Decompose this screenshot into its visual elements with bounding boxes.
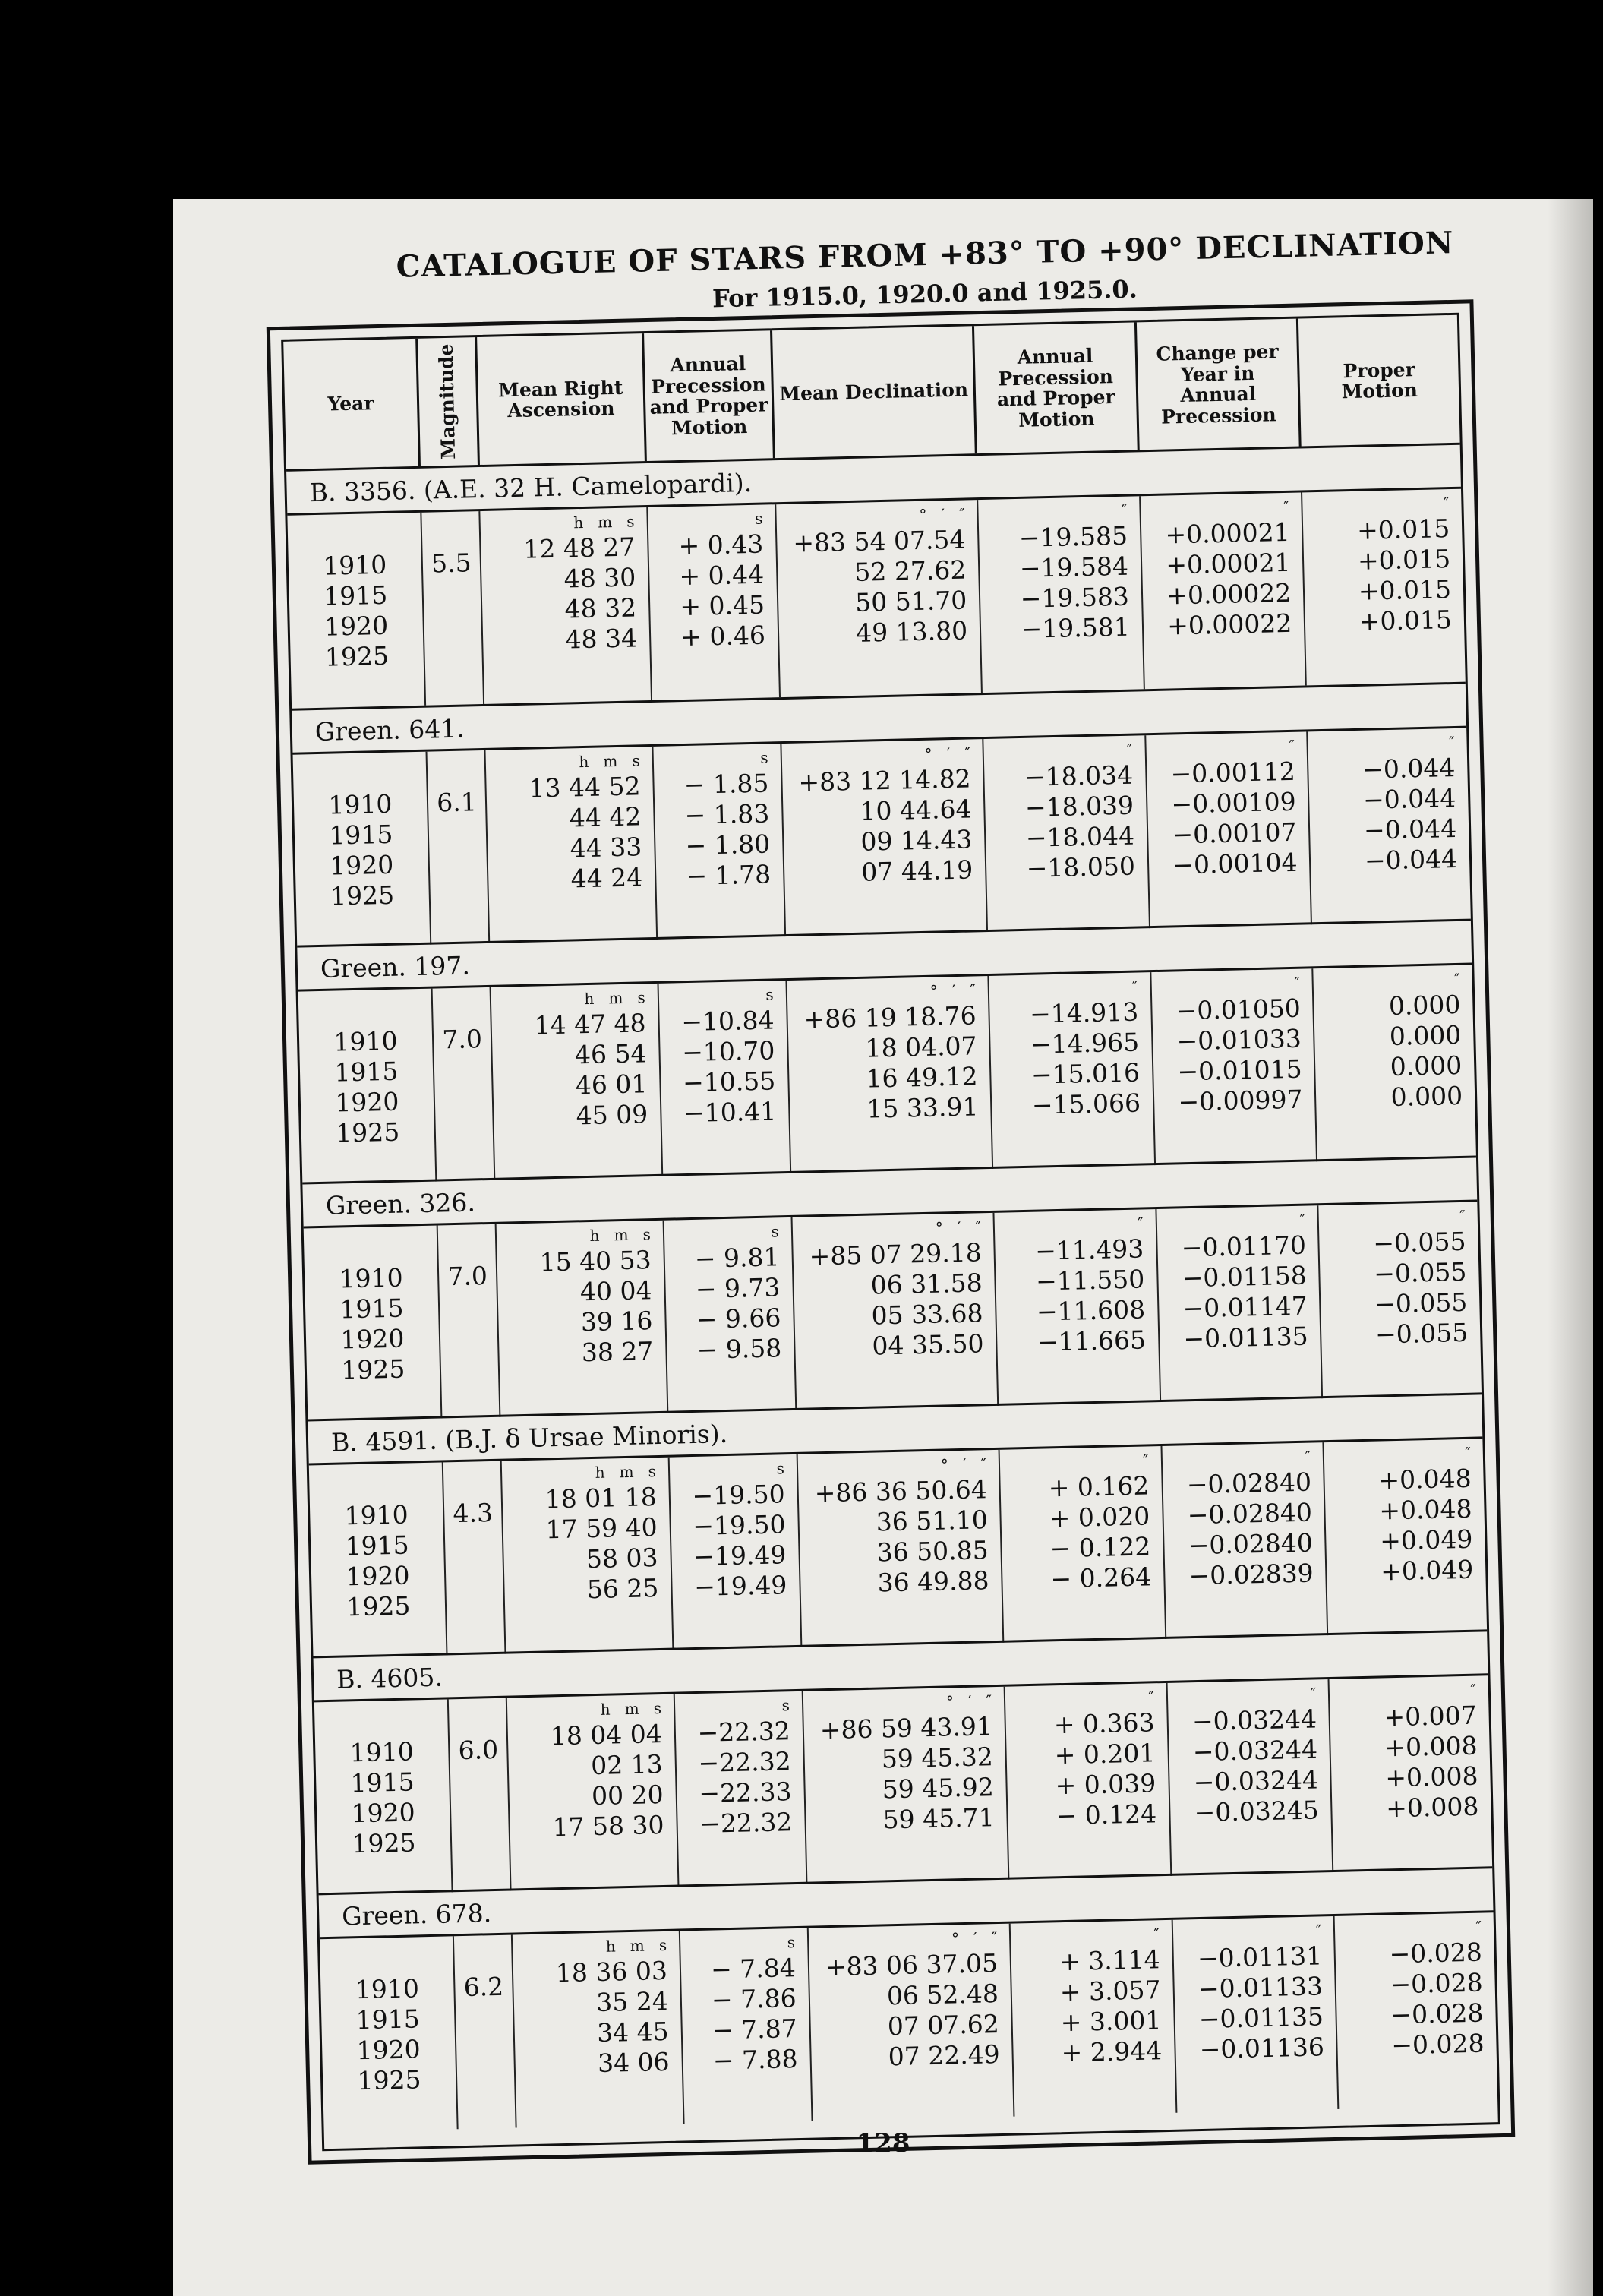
table-header: [283, 315, 1459, 472]
change-cell: ″ −0.02840 −0.02840 −0.02840 −0.02839: [1162, 1442, 1328, 1639]
star-data-row: [314, 1675, 1492, 1895]
change-cell: ″ −0.00112 −0.00109 −0.00107 −0.00104: [1146, 731, 1312, 928]
declination-cell: ° ′ ″ +86 59 43.91 59 45.32 59 45.92 59 45.71: [803, 1687, 1009, 1884]
proper-motion-cell: ″ −0.044 −0.044 −0.044 −0.044: [1308, 728, 1471, 925]
ra-cell: h m s 18 36 03 35 24 34 45 34 06: [513, 1931, 684, 2128]
ra-units: h m s: [600, 1699, 662, 1719]
proper-units: ″: [1470, 1680, 1477, 1699]
change-cell: ″ −0.01050 −0.01033 −0.01015 −0.00997: [1151, 968, 1317, 1165]
ra-units: h m s: [579, 751, 640, 772]
declination-cell: ° ′ ″ +83 54 07.54 52 27.62 50 51.70 49 13.80: [776, 500, 983, 697]
ra-prec-units: s: [771, 1222, 780, 1241]
change-cell: ″ −0.03244 −0.03244 −0.03244 −0.03245: [1167, 1679, 1333, 1876]
ra-prec-units: s: [776, 1459, 785, 1478]
star-entry: [313, 1629, 1492, 1893]
years-cell: 1910 1915 1920 1925: [298, 989, 437, 1185]
ra-units: h m s: [584, 988, 646, 1009]
ra-units: h m s: [605, 1935, 667, 1956]
ra-prec-units: s: [760, 748, 768, 767]
declination-cell: ° ′ ″ +86 36 50.64 36 51.10 36 50.85 36 49.88: [797, 1450, 1004, 1647]
ra-prec-units: s: [765, 985, 774, 1004]
ra-cell: h m s 18 04 04 02 13 00 20 17 58 30: [507, 1694, 679, 1891]
dec-prec-units: ″: [1153, 1925, 1160, 1944]
dec-units: ° ′ ″: [940, 1454, 987, 1474]
change-units: ″: [1305, 1447, 1311, 1466]
dec-precession-cell: ″ −18.034 −18.039 −18.044 −18.050: [983, 735, 1150, 932]
years-cell: 1910 1915 1920 1925: [309, 1462, 447, 1658]
change-units: ″: [1289, 736, 1295, 755]
years-cell: 1910 1915 1920 1925: [304, 1226, 442, 1422]
ra-prec-units: s: [781, 1696, 790, 1715]
ra-units: h m s: [573, 512, 635, 532]
ra-cell: h m s 14 47 48 46 54 46 01 45 09: [491, 984, 663, 1180]
dec-prec-units: ″: [1131, 977, 1138, 996]
star-data-row: [298, 965, 1476, 1185]
star-name: B. 4591. (B.J. δ Ursae Minoris).: [308, 1394, 1482, 1465]
star-entry: [292, 682, 1471, 946]
header-magnitude: Magnitude: [418, 337, 480, 466]
dec-units: ° ′ ″: [935, 1217, 982, 1237]
dec-units: ° ′ ″: [945, 1691, 992, 1711]
dec-precession-cell: ″ + 0.162 + 0.020 − 0.122 − 0.264: [1000, 1446, 1166, 1643]
change-units: ″: [1294, 973, 1301, 992]
change-units: ″: [1315, 1921, 1322, 1940]
proper-units: ″: [1443, 494, 1450, 513]
ra-precession-cell: s − 7.84 − 7.86 − 7.87 − 7.88: [680, 1928, 813, 2124]
magnitude-cell: 6.0: [449, 1698, 512, 1893]
proper-units: ″: [1465, 1443, 1472, 1462]
header-year: Year: [283, 339, 421, 469]
dec-prec-units: ″: [1137, 1214, 1144, 1233]
proper-motion-cell: ″ +0.015 +0.015 +0.015 +0.015: [1302, 489, 1465, 686]
change-units: ″: [1310, 1684, 1317, 1703]
ra-precession-cell: s − 1.85 − 1.83 − 1.80 − 1.78: [653, 744, 786, 940]
dec-prec-units: ″: [1126, 740, 1133, 759]
dec-prec-units: ″: [1142, 1451, 1149, 1470]
star-data-row: [293, 728, 1471, 948]
proper-motion-cell: ″ 0.000 0.000 0.000 0.000: [1314, 965, 1476, 1162]
change-units: ″: [1283, 497, 1290, 516]
change-cell: ″ −0.01170 −0.01158 −0.01147 −0.01135: [1156, 1205, 1323, 1402]
header-declination: Mean Declination: [772, 326, 977, 458]
declination-cell: ° ′ ″ +85 07 29.18 06 31.58 05 33.68 04 35.50: [792, 1213, 999, 1410]
proper-units: ″: [1453, 969, 1460, 989]
proper-motion-cell: ″ +0.007 +0.008 +0.008 +0.008: [1330, 1675, 1492, 1872]
dec-precession-cell: ″ + 3.114 + 3.057 + 3.001 + 2.944: [1011, 1920, 1177, 2117]
star-list: [286, 445, 1498, 2149]
ra-cell: h m s 15 40 53 40 04 39 16 38 27: [497, 1221, 668, 1417]
header-dec-precession: Annual Precession and Proper Motion: [974, 322, 1139, 453]
years-cell: 1910 1915 1920 1925: [293, 752, 431, 948]
proper-units: ″: [1448, 732, 1455, 752]
header-ra-precession: Annual Precession and Proper Motion: [644, 330, 775, 461]
change-units: ″: [1299, 1210, 1306, 1229]
header-change-per-year: Change per Year in Annual Precession: [1137, 319, 1302, 450]
ra-cell: h m s 13 44 52 44 42 44 33 44 24: [486, 747, 658, 943]
star-name: Green. 326.: [302, 1157, 1477, 1228]
proper-motion-cell: ″ +0.048 +0.048 +0.049 +0.049: [1324, 1439, 1487, 1635]
proper-units: ″: [1459, 1206, 1466, 1225]
years-cell: 1910 1915 1920 1925: [320, 1936, 458, 2132]
magnitude-cell: 7.0: [437, 1224, 500, 1419]
star-name: Green. 641.: [292, 684, 1466, 755]
star-data-row: [287, 489, 1465, 709]
proper-units: ″: [1475, 1917, 1482, 1936]
star-entry: [308, 1392, 1487, 1656]
dec-precession-cell: ″ −14.913 −14.965 −15.016 −15.066: [989, 972, 1155, 1169]
header-ra: Mean Right Ascension: [477, 333, 647, 465]
dec-units: ° ′ ″: [929, 981, 977, 1000]
ra-precession-cell: s −10.84 −10.70 −10.55 −10.41: [658, 981, 791, 1176]
dec-units: ° ′ ″: [924, 744, 971, 763]
header-proper-motion: Proper Motion: [1341, 358, 1418, 403]
ra-prec-units: s: [754, 509, 763, 528]
magnitude-cell: 7.0: [432, 987, 495, 1182]
page-binding-shadow: [1548, 199, 1593, 2296]
change-cell: ″ −0.01131 −0.01133 −0.01135 −0.01136: [1172, 1916, 1339, 2113]
star-entry: [286, 445, 1466, 709]
ra-units: h m s: [589, 1225, 652, 1245]
ra-precession-cell: s + 0.43 + 0.44 + 0.45 + 0.46: [648, 504, 781, 700]
star-name: Green. 678.: [319, 1868, 1494, 1939]
page-number: 128: [856, 2128, 910, 2159]
ra-precession-cell: s −22.32 −22.32 −22.33 −22.32: [675, 1691, 808, 1887]
ra-precession-cell: s −19.50 −19.50 −19.49 −19.49: [669, 1454, 802, 1650]
dec-precession-cell: ″ −19.585 −19.584 −19.583 −19.581: [978, 496, 1144, 693]
change-cell: ″ +0.00021 +0.00021 +0.00022 +0.00022: [1141, 492, 1307, 689]
ra-cell: h m s 18 01 18 17 59 40 58 03 56 25: [502, 1458, 674, 1654]
catalogue-page: [173, 199, 1593, 2296]
ra-precession-cell: s − 9.81 − 9.73 − 9.66 − 9.58: [664, 1217, 797, 1413]
declination-cell: ° ′ ″ +83 06 37.05 06 52.48 07 07.62 07 22.49: [809, 1924, 1015, 2121]
dec-prec-units: ″: [1147, 1688, 1154, 1707]
ra-units: h m s: [595, 1462, 657, 1482]
magnitude-cell: 5.5: [421, 511, 484, 706]
star-name: Green. 197.: [297, 921, 1472, 992]
page-subtitle: For 1915.0, 1920.0 and 1925.0.: [712, 274, 1138, 314]
magnitude-cell: 6.2: [454, 1935, 517, 2130]
star-name: B. 4605.: [314, 1631, 1488, 1702]
declination-cell: ° ′ ″ +86 19 18.76 18 04.07 16 49.12 15 33.91: [787, 976, 993, 1173]
ra-prec-units: s: [787, 1933, 796, 1952]
dec-precession-cell: ″ −11.493 −11.550 −11.608 −11.665: [995, 1209, 1161, 1406]
dec-units: ° ′ ″: [951, 1928, 998, 1948]
magnitude-cell: 4.3: [443, 1461, 506, 1656]
years-cell: 1910 1915 1920 1925: [287, 513, 425, 709]
proper-motion-cell: ″ −0.055 −0.055 −0.055 −0.055: [1319, 1202, 1482, 1398]
dec-precession-cell: ″ + 0.363 + 0.201 + 0.039 − 0.124: [1005, 1683, 1172, 1880]
star-entry: [302, 1155, 1482, 1419]
star-data-row: [304, 1202, 1482, 1421]
page-title: CATALOGUE OF STARS FROM +83° TO +90° DECLINATION: [396, 225, 1454, 285]
proper-motion-cell: ″ −0.028 −0.028 −0.028 −0.028: [1335, 1912, 1497, 2109]
star-data-row: [320, 1912, 1497, 2132]
dec-units: ° ′ ″: [919, 504, 965, 524]
star-data-row: [309, 1439, 1487, 1658]
ra-cell: h m s 12 48 27 48 30 48 32 48 34: [481, 507, 652, 704]
star-name: B. 3356. (A.E. 32 H. Camelopardi).: [286, 445, 1461, 516]
dec-prec-units: ″: [1121, 501, 1128, 520]
star-entry: [297, 919, 1476, 1183]
declination-cell: ° ′ ″ +83 12 14.82 10 44.64 09 14.43 07 44.19: [781, 739, 988, 936]
years-cell: 1910 1915 1920 1925: [314, 1699, 453, 1895]
magnitude-cell: 6.1: [427, 750, 490, 945]
star-entry: [319, 1866, 1498, 2130]
catalogue-table: [267, 299, 1515, 2164]
